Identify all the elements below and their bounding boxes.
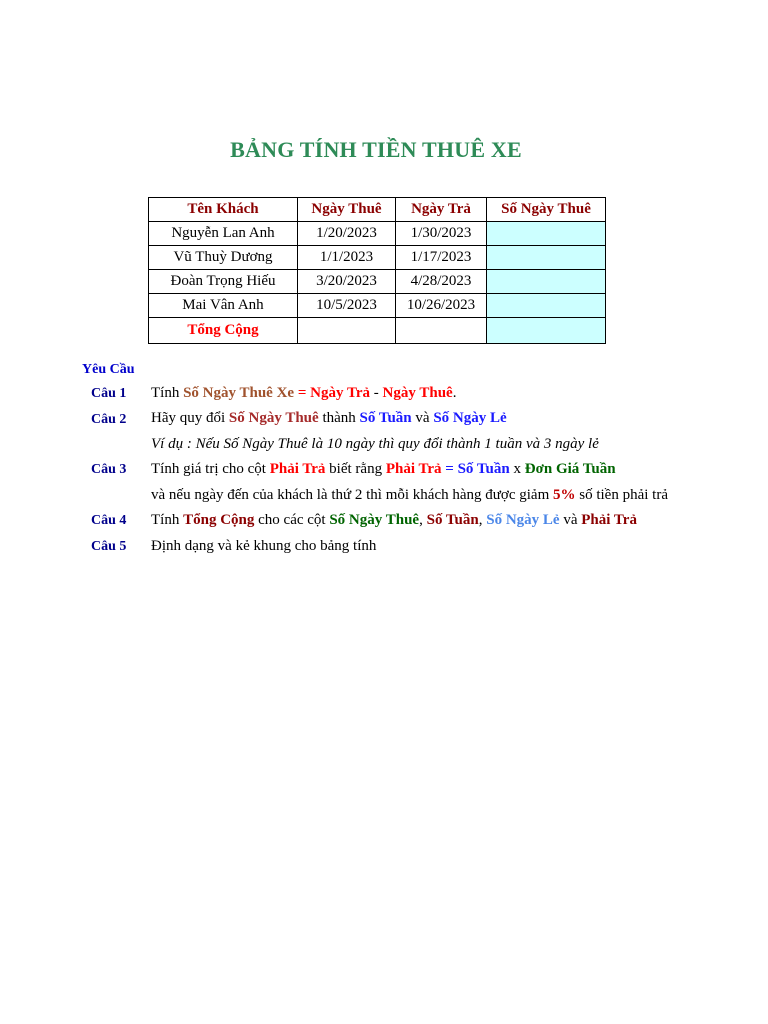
cell-return-date[interactable]: 10/26/2023 bbox=[396, 294, 487, 318]
q3-part: Số Tuần bbox=[457, 461, 510, 477]
q3-part: Phải Trả bbox=[385, 461, 442, 477]
q3-part: biết rằng bbox=[325, 461, 386, 477]
q4-part: Số Tuần bbox=[426, 512, 479, 528]
cell-customer-name[interactable]: Nguyễn Lan Anh bbox=[149, 222, 298, 246]
header-rent-date[interactable]: Ngày Thuê bbox=[298, 198, 396, 222]
q4-part: Phải Trả bbox=[581, 512, 637, 528]
q3-part: Phải Trả bbox=[269, 461, 326, 477]
q3-part: 5% bbox=[553, 487, 576, 503]
q4-part: , bbox=[478, 512, 487, 528]
q1-part: Tính bbox=[151, 385, 184, 401]
cell-return-date[interactable]: 1/30/2023 bbox=[396, 222, 487, 246]
q4-part: cho các cột bbox=[254, 512, 330, 528]
header-return-date[interactable]: Ngày Trả bbox=[396, 198, 487, 222]
q2-part: Hãy quy đổi bbox=[151, 410, 229, 426]
q4-part: Số Ngày Thuê bbox=[329, 512, 420, 528]
q3-part: x bbox=[509, 461, 525, 477]
q4-part: và bbox=[559, 512, 582, 528]
question-5-label: Câu 5 bbox=[91, 539, 127, 554]
cell-rent-date[interactable]: 1/20/2023 bbox=[298, 222, 396, 246]
header-customer-name[interactable]: Tên Khách bbox=[149, 198, 298, 222]
question-2-example: Ví dụ : Nếu Số Ngày Thuê là 10 ngày thì quy đổi thành 1 tuần và 3 ngày lẻ bbox=[151, 436, 599, 452]
question-3-label: Câu 3 bbox=[91, 462, 127, 477]
cell-customer-name[interactable]: Đoàn Trọng Hiếu bbox=[149, 270, 298, 294]
q2-part: Số Ngày Thuê bbox=[228, 410, 319, 426]
question-3-text bbox=[151, 461, 616, 478]
question-2-text bbox=[151, 410, 507, 427]
q4-part: Tổng Cộng bbox=[183, 512, 255, 528]
q3-part: số tiền phải trả bbox=[575, 487, 668, 503]
q3-part: Tính giá trị cho cột bbox=[151, 461, 270, 477]
cell-return-date[interactable]: 4/28/2023 bbox=[396, 270, 487, 294]
cell-rent-date[interactable]: 1/1/2023 bbox=[298, 246, 396, 270]
q1-part: Số Ngày Thuê Xe bbox=[183, 385, 295, 401]
q2-part: Số Ngày Lẻ bbox=[433, 410, 507, 426]
question-4-label: Câu 4 bbox=[91, 513, 127, 528]
cell-customer-name[interactable]: Mai Vân Anh bbox=[149, 294, 298, 318]
q1-part: . bbox=[452, 385, 457, 401]
question-3-text-line2 bbox=[151, 487, 668, 504]
question-1-label: Câu 1 bbox=[91, 386, 127, 401]
q2-part: thành bbox=[318, 410, 360, 426]
q2-part: Số Tuần bbox=[359, 410, 412, 426]
cell-customer-name[interactable]: Vũ Thuỳ Dương bbox=[149, 246, 298, 270]
q1-part: Ngày Trả bbox=[310, 385, 371, 401]
question-1-text bbox=[151, 385, 456, 402]
q2-part: và bbox=[411, 410, 434, 426]
q1-part: = bbox=[294, 385, 311, 401]
sheet-title: BẢNG TÍNH TIỀN THUÊ XE bbox=[230, 137, 522, 162]
q4-part: Tính bbox=[151, 512, 184, 528]
total-label[interactable]: Tổng Cộng bbox=[149, 318, 298, 344]
header-rental-days[interactable]: Số Ngày Thuê bbox=[487, 198, 606, 222]
question-4-text bbox=[151, 512, 637, 529]
question-5-text bbox=[151, 538, 376, 555]
q3-part: và nếu ngày đến của khách là thứ 2 thì mỗi khách hàng được giảm bbox=[151, 487, 553, 503]
cell-rent-date[interactable]: 3/20/2023 bbox=[298, 270, 396, 294]
q1-part: - bbox=[370, 385, 383, 401]
cell-return-date[interactable]: 1/17/2023 bbox=[396, 246, 487, 270]
q4-part: Số Ngày Lẻ bbox=[486, 512, 560, 528]
q5-part: Định dạng và kẻ khung cho bảng tính bbox=[151, 538, 377, 554]
requirements-heading: Yêu Cầu bbox=[82, 362, 135, 377]
q1-part: Ngày Thuê bbox=[382, 385, 453, 401]
q3-part: Đơn Giá Tuần bbox=[524, 461, 616, 477]
q4-part: , bbox=[419, 512, 427, 528]
q3-part: = bbox=[441, 461, 458, 477]
cell-rent-date[interactable]: 10/5/2023 bbox=[298, 294, 396, 318]
question-2-label: Câu 2 bbox=[91, 412, 127, 427]
